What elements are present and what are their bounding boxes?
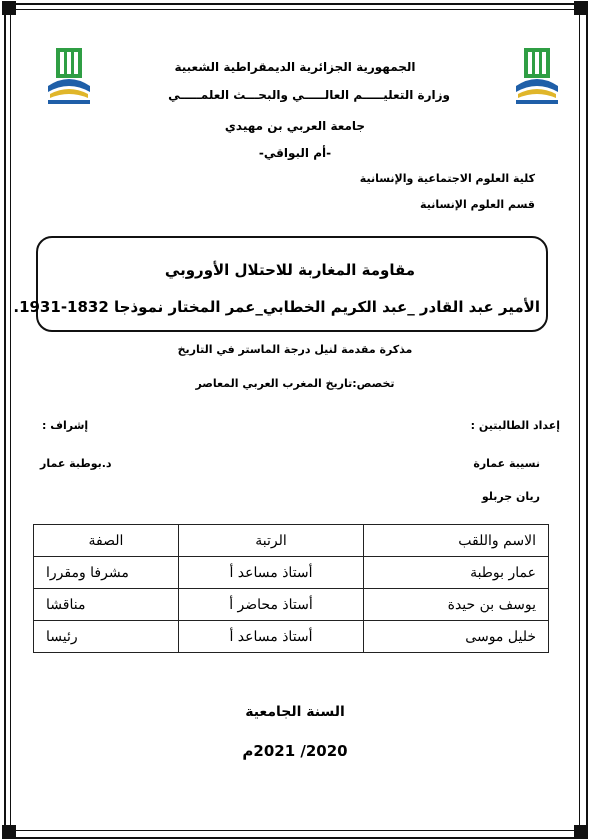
- student-name-1: نسيبة عمارة: [473, 457, 540, 470]
- member-name: يوسف بن حيدة: [364, 589, 549, 621]
- republic-name: الجمهورية الجزائرية الديمقراطية الشعبية: [174, 60, 416, 74]
- thesis-title-line1: مقاومة المغاربة للاحتلال الأوروبي: [164, 261, 416, 279]
- supervisor-name: د.بوطبة عمار: [40, 457, 112, 470]
- jury-table: [33, 524, 549, 653]
- table-row: [34, 589, 549, 621]
- border-corner-ornament: [2, 1, 16, 15]
- column-header-role: الصفة: [34, 525, 179, 557]
- table-header-row: [34, 525, 549, 557]
- table-row: [34, 557, 549, 589]
- border-corner-ornament: [2, 825, 16, 839]
- member-rank: أستاذ مساعد أ: [179, 621, 364, 653]
- ministry-name: وزارة التعليـــــم العالـــــي والبحـــث العلمـــــي: [168, 88, 450, 102]
- academic-year-value: 2020/ 2021م: [242, 742, 348, 760]
- member-name: خليل موسى: [364, 621, 549, 653]
- member-rank: أستاذ مساعد أ: [179, 557, 364, 589]
- member-role: رئيسا: [34, 621, 179, 653]
- academic-year-label: السنة الجامعية: [245, 704, 345, 720]
- university-logo-right: [510, 42, 564, 108]
- member-role: مشرفا ومقررا: [34, 557, 179, 589]
- department-name: قسم العلوم الإنسانية: [420, 198, 535, 211]
- university-name: جامعة العربي بن مهيدي: [224, 119, 366, 133]
- university-logo-left: [42, 42, 96, 108]
- specialty: تخصص:تاريخ المغرب العربي المعاصر: [195, 377, 395, 390]
- member-name: عمار بوطبة: [364, 557, 549, 589]
- column-header-rank: الرتبة: [179, 525, 364, 557]
- border-corner-ornament: [574, 825, 588, 839]
- supervisor-label: إشراف :: [42, 419, 89, 432]
- thesis-title-box: [13, 236, 548, 332]
- degree-statement: مذكرة مقدمة لنيل درجة الماستر في التاريخ: [177, 343, 413, 356]
- thesis-title-line2: الأمير عبد القادر _عبد الكريم الخطابي_عمر المختار نموذجا 1832-1931.: [13, 298, 540, 316]
- students-label: إعداد الطالبتين :: [470, 419, 560, 432]
- member-rank: أستاذ محاضر أ: [179, 589, 364, 621]
- city-name: -أم البواقي-: [258, 146, 332, 160]
- border-corner-ornament: [574, 1, 588, 15]
- column-header-name: الاسم واللقب: [364, 525, 549, 557]
- member-role: مناقشا: [34, 589, 179, 621]
- table-row: [34, 621, 549, 653]
- student-name-2: ريان جربلو: [481, 490, 540, 503]
- faculty-name: كلية العلوم الاجتماعية والإنسانية: [359, 172, 535, 185]
